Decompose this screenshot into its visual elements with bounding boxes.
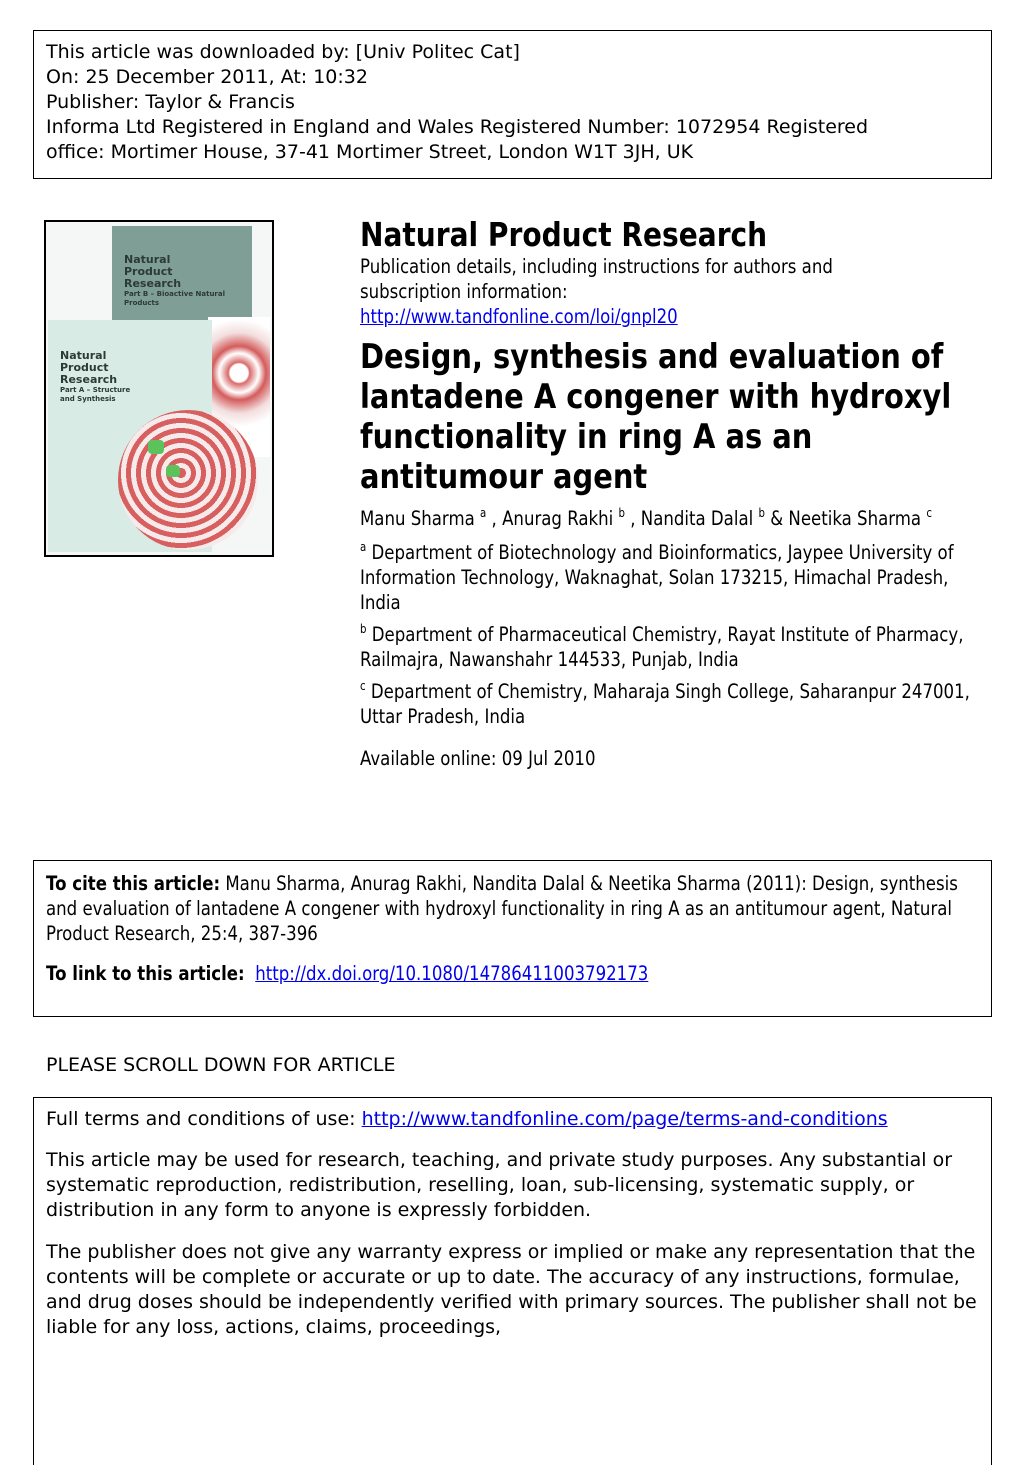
aff-text: Department of Biotechnology and Bioinformatics, Jaypee University of Information Technology, Waknaghat, Solan 173215, Himachal Pradesh, India: [360, 541, 954, 614]
download-line: Publisher: Taylor & Francis: [46, 91, 295, 113]
doi-link[interactable]: http://dx.doi.org/10.1080/14786411003792173: [255, 962, 649, 985]
author-sep: ,: [486, 507, 503, 530]
cover-front-part: Part A – Structure and Synthesis: [60, 386, 131, 403]
author-sup: b: [618, 506, 625, 520]
terms-box: [33, 1097, 992, 1465]
affiliation-a: [360, 540, 972, 615]
authors: [360, 505, 955, 533]
citation-box: [33, 860, 992, 1017]
aff-text: Department of Pharmaceutical Chemistry, Rayat Institute of Pharmacy, Railmajra, Nawanshahr 144533, Punjab, India: [360, 623, 964, 671]
article-title: Design, synthesis and evaluation of lantadene A congener with hydroxyl functionality in ring A as an antitumour agent: [360, 337, 952, 497]
author-sup: a: [480, 506, 487, 520]
aff-sup: a: [360, 540, 367, 554]
author-sep: ,: [624, 507, 641, 530]
author-sup: b: [758, 506, 765, 520]
aff-sup: b: [360, 622, 367, 636]
journal-url-link[interactable]: http://www.tandfonline.com/loi/gnpl20: [360, 305, 678, 328]
download-line: office: Mortimer House, 37-41 Mortimer Street, London W1T 3JH, UK: [46, 141, 694, 163]
link-label: To link to this article:: [46, 962, 245, 985]
download-line: This article was downloaded by: [Univ Politec Cat]: [46, 41, 520, 63]
journal-cover-image: [44, 220, 274, 557]
available-online: Available online: 09 Jul 2010: [360, 747, 596, 770]
terms-intro: Full terms and conditions of use:: [46, 1108, 362, 1130]
terms-paragraph-2: The publisher does not give any warranty express or implied or make any representation that the contents will be complete or accurate or up to date. The accuracy of any instructions, formulae, and drug doses should be independently verified with primary sources. The publisher shall not be liable for any loss, actions, claims, proceedings,: [46, 1241, 977, 1338]
author-sup: c: [926, 506, 932, 520]
author-name: Neetika Sharma: [788, 507, 922, 530]
terms-paragraph-1: This article may be used for research, teaching, and private study purposes. Any substantial or systematic reproduction, redistribution, reselling, loan, sub-licensing, systematic supply, or distribution in any form to anyone is expressly forbidden.: [46, 1149, 953, 1221]
article-info: [360, 216, 994, 771]
author-sep: &: [764, 507, 789, 530]
journal-details: Publication details, including instructions for authors and subscription information:: [360, 255, 833, 303]
cite-label: To cite this article:: [46, 872, 221, 895]
journal-title: Natural Product Research: [360, 215, 768, 254]
affiliation-c: [360, 679, 972, 729]
author-name: Manu Sharma: [360, 507, 475, 530]
download-info-box: [33, 30, 992, 179]
affiliation-b: [360, 622, 972, 672]
cover-front-title: Natural Product Research: [60, 349, 118, 386]
scroll-notice: PLEASE SCROLL DOWN FOR ARTICLE: [46, 1054, 396, 1076]
terms-link[interactable]: http://www.tandfonline.com/page/terms-and-conditions: [361, 1108, 888, 1130]
download-line: Informa Ltd Registered in England and Wales Registered Number: 1072954 Registered: [46, 116, 869, 138]
cover-back-title: Natural Product Research: [124, 253, 182, 290]
aff-text: Department of Chemistry, Maharaja Singh College, Saharanpur 247001, Uttar Pradesh, India: [360, 680, 970, 728]
download-line: On: 25 December 2011, At: 10:32: [46, 66, 368, 88]
cite-text: Manu Sharma, Anurag Rakhi, Nandita Dalal & Neetika Sharma (2011): Design, synthesis and evaluation of lantadene A congener with hydroxyl functionality in ring A as an antitumour agent, Natural Product Research, 25:4, 387-396: [46, 872, 958, 945]
cover-back-part: Part B – Bioactive Natural Products: [124, 290, 226, 307]
aff-sup: c: [360, 679, 366, 693]
author-name: Anurag Rakhi: [502, 507, 614, 530]
author-name: Nandita Dalal: [640, 507, 754, 530]
